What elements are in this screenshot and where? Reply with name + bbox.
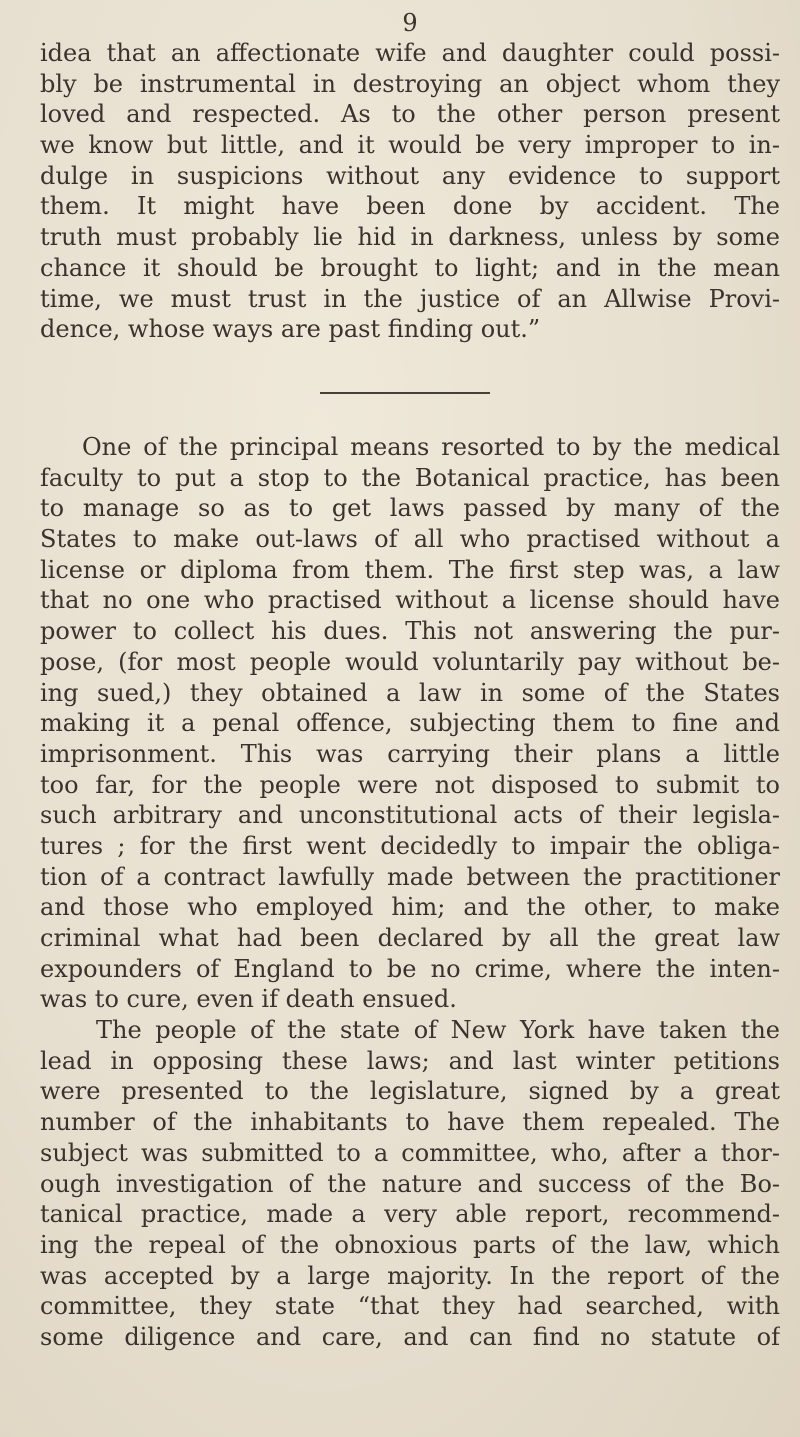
text-line: such arbitrary and unconstitutional acts of their legisla- [40,801,780,830]
text-line: chance it should be brought to light; and in the mean [40,253,780,282]
text-line: and those who employed him; and the other, to make [40,893,780,922]
text-line: that no one who practised without a license should have [40,586,780,615]
paragraph-1 [40,38,780,345]
text-line: was to cure, even if death ensued. [40,985,457,1014]
text-line: them. It might have been done by accident. The [40,192,780,221]
text-line: to manage so as to get laws passed by many of the [40,494,780,523]
text-line: subject was submitted to a committee, who, after a thor- [40,1138,780,1167]
text-line: we know but little, and it would be very improper to in- [40,131,780,160]
text-line: time, we must trust in the justice of an Allwise Provi- [40,284,780,313]
text-line: committee, they state “that they had searched, with [40,1292,780,1321]
text-line: making it a penal offence, subjecting them to fine and [40,709,780,738]
text-line: expounders of England to be no crime, where the inten- [40,954,780,983]
text-line: lead in opposing these laws; and last winter petitions [40,1046,780,1075]
text-line: tures ; for the first went decidedly to impair the obliga- [40,831,780,860]
text-line: The people of the state of New York have taken the [96,1016,780,1045]
text-line: were presented to the legislature, signed by a great [40,1077,780,1106]
text-line: truth must probably lie hid in darkness, unless by some [40,223,780,252]
text-line: ing sued,) they obtained a law in some of the States [40,678,780,707]
paragraph-2 [40,432,780,1353]
text-line: tanical practice, made a very able report, recommend- [40,1200,780,1229]
text-line: license or diploma from them. The first step was, a law [40,555,780,584]
text-line: was accepted by a large majority. In the report of the [40,1261,780,1290]
text-line: number of the inhabitants to have them repealed. The [40,1108,780,1137]
page-number: 9 [402,9,418,37]
text-line: idea that an affectionate wife and daughter could possi- [40,39,780,67]
text-line: criminal what had been declared by all the great law [40,924,780,952]
text-line: pose, (for most people would voluntarily pay without be- [40,647,780,676]
text-line: faculty to put a stop to the Botanical practice, has been [40,463,780,492]
text-line: power to collect his dues. This not answering the pur- [40,617,780,646]
text-line: ing the repeal of the obnoxious parts of the law, which [40,1230,780,1259]
text-line: One of the principal means resorted to by the medical [82,433,780,461]
text-line: ough investigation of the nature and success of the Bo- [40,1169,780,1198]
text-line: dence, whose ways are past finding out.” [40,315,541,344]
text-line: States to make out-laws of all who practised without a [40,525,780,554]
text-line: imprisonment. This was carrying their plans a little [40,739,780,768]
text-line: some diligence and care, and can find no statute of [40,1322,780,1351]
text-line: loved and respected. As to the other person present [40,100,780,129]
text-line: bly be instrumental in destroying an object whom they [40,69,780,98]
text-line: tion of a contract lawfully made between the practitioner [40,862,780,891]
text-line: too far, for the people were not disposed to submit to [40,770,780,799]
text-line: dulge in suspicions without any evidence to support [40,161,780,190]
section-divider [320,392,490,394]
